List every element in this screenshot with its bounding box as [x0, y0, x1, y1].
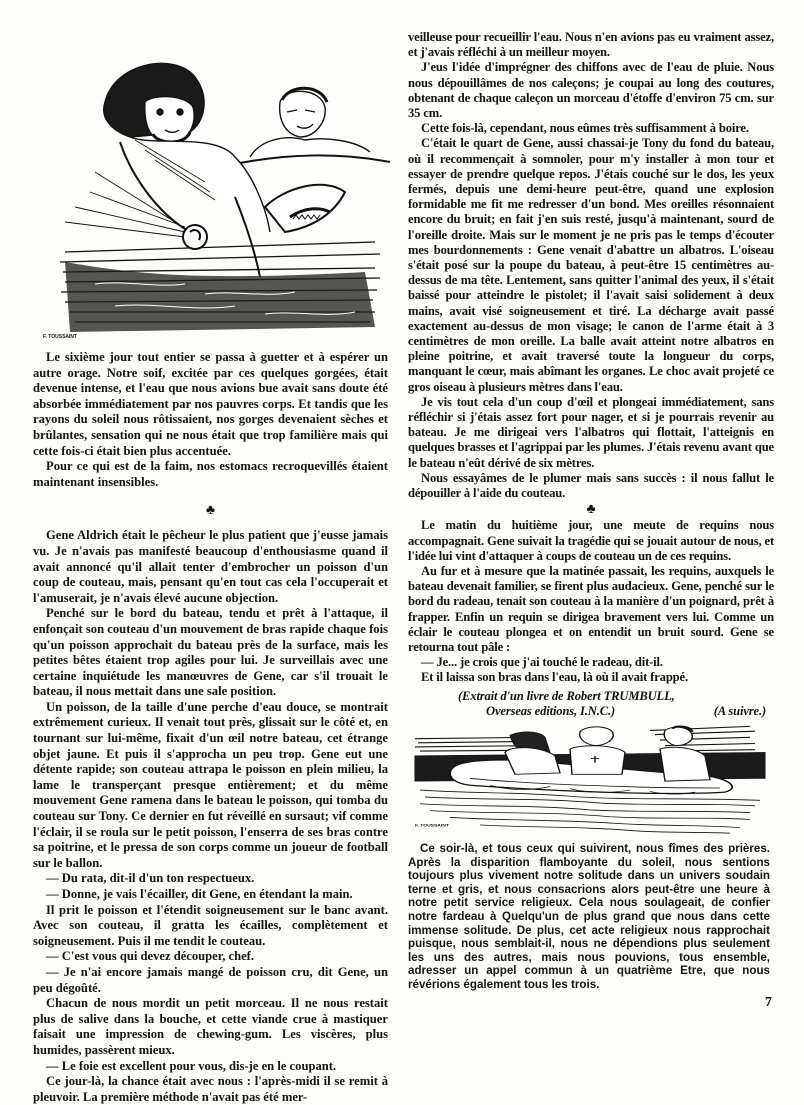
paragraph: Je vis tout cela d'un coup d'œil et plongeai immédiatement, sans réfléchir si j'étais assez fort pour nager, et si je pourrais revenir au bateau. Je me dirigeai vers l'albatros qui flottait, l'atteignis en quelques brasses et l'agrippai par les plumes. J'étais revenu avant que le bateau n'eût dérivé de six mètres. — [408, 394, 774, 470]
paragraph: Un poisson, de la taille d'une perche d'eau douce, se montrait extrêmement curieux. Il venait tout près, glissait sur le côté et, en tournant sur lui-même, fixait d'un œil notre bateau, cet étrange objet jaune. Et puis il s'approcha un peu trop. Gene eut une détente rapide; son couteau attrapa le poisson en plein milieu, la lame le transperçant presque entièrement; et du même mouvement Gene ramena dans le bateau le poisson, qui tomba du couteau sur Tony. Ce dernier en fut réveillé en sursaut; vif comme l'éclair, il se roula sur le petit poisson, l'enserra de ses bras contre sa poitrine, et le pressa de son corps comme un joueur de football sur le ballon. — [33, 699, 388, 870]
artist-signature: F. TOUSSAINT — [415, 823, 449, 828]
dialogue-line: — Donne, je vais l'écailler, dit Gene, en étendant la main. — [46, 887, 353, 901]
shark-attack-drawing — [35, 22, 400, 340]
paragraph: C'était le quart de Gene, aussi chassai-je Tony du fond du bateau, où il recommençait à somnoler, pour m'y installer à mon tour et essayer de prendre quelque repos. J'étais couché sur le dos, les yeux fermés, depuis une demi-heure peut-être, quand une explosion formidable me fit me redresser d'un bond. Mes oreilles résonnaient encore du bruit; en fait j'en suis resté, jusqu'à maintenant, sourd de l'oreille droite. Mais sur le moment je ne pris pas le temps d'écouter mes bourdonnements : Gene venait d'abattre un albatros. L'oiseau s'était posé sur la poupe du bateau, à peut-être 15 centimètres au-dessus de ma tête. Lentement, sans quitter l'animal des yeux, il s'était baissé pour atteindre le pistolet; il l'avait saisi solidement à deux mains, avait visé soigneusement et tiré. La décharge avait passé exactement au-dessus de mon visage; le canon de l'arme était à 3 centimètres de mon oreille. La balle avait atteint notre albatros en pleine poitrine, et avait traversé toute la longueur du corps, manquant le cœur, mais abîmant les organes. Le choc avait projeté ce gros oiseau à plusieurs mètres dans l'eau. — [408, 136, 774, 394]
paragraph: Gene Aldrich était le pêcheur le plus patient que j'eusse jamais vu. Je n'avais pas manifesté beaucoup d'enthousiasme quand il avait annoncé qu'il allait tenter d'embrocher un poisson d'un coup de couteau, mais, pensant qu'en tout cas cela l'occuperait et l'amuserait, je n'avais élevé aucune objection. — [33, 528, 388, 605]
source-credit — [408, 689, 774, 719]
to-be-continued: (A suivre.) — [713, 703, 766, 718]
section-separator-icon: ♣ — [205, 503, 216, 519]
paragraph: Pour ce qui est de la faim, nos estomacs recroquevillés étaient maintenant insensibles. — [33, 459, 388, 489]
illustration-caption — [408, 842, 770, 992]
right-column — [408, 30, 774, 719]
paragraph: J'eus l'idée d'imprégner des chiffons avec de l'eau de pluie. Nous nous dépouillâmes de nos caleçons; je coupai au long des coutures, obtenant de chaque caleçon un morceau d'étoffe d'environ 75 cm. sur 35 cm. — [408, 60, 774, 121]
dialogue-line: — Je... je crois que j'ai touché le radeau, dit-il. — [421, 655, 663, 670]
dialogue-line: — Le foie est excellent pour vous, dis-je en le coupant. — [46, 1058, 337, 1073]
paragraph: Le matin du huitième jour, une meute de requins nous accompagnait. Gene suivait la tragédie qui se jouait autour de nous, et l'idée lui vint d'attaquer à coups de couteau un de ces requins. — [408, 518, 774, 563]
paragraph: Nous essayâmes de le plumer mais sans succès : il nous fallut le dépouiller à l'aide du couteau. — [408, 470, 774, 501]
dialogue-line: — Du rata, dit-il d'un ton respectueux. — [46, 871, 255, 886]
dialogue-line: — Je n'ai encore jamais mangé de poisson cru, dit Gene, un peu dégoûté. — [33, 964, 388, 995]
paragraph: Penché sur le bord du bateau, tendu et prêt à l'attaque, il enfonçait son couteau d'un mouvement de bras rapide chaque fois qu'un poisson approchait du bateau près de la surface, mais les petites bêtes étaient trop agiles pour lui. Je surveillais avec une certaine inquiétude les manœuvres de Gene, car s'il trouait le bateau, il nous mettait dans une sale position. — [33, 606, 388, 699]
section-separator-icon: ♣ — [586, 502, 596, 518]
caption-text: Ce soir-là, et tous ceux qui suivirent, nous fîmes des prières. Après la disparition flamboyante du soleil, nous sentions toujours plus vivement notre solitude dans un univers soudain terne et gris, et nous consacrions alors peut-être une heure à notre petit service religieux. Cela nous soulageait, de confier notre fardeau à Quelqu'un de plus grand que nous dans cette immense solitude. De plus, cet acte religieux nous rapprochait puisque, nous semblait-il, nous ne dépendions plus seulement les uns des autres, mais nous pouvions, tous ensemble, adresser un appel commun à un quatrième Etre, que nous révérions également tous les trois. — [408, 842, 770, 991]
credit-line-publisher: Overseas editions, I.N.C.) — [486, 703, 616, 718]
paragraph: Au fur et à mesure que la matinée passait, les requins, auxquels le bateau devenait familier, se firent plus audacieux. Gene, penché sur le bord du radeau, tenait son couteau à la manière d'un poignard, prêt à frapper. Enfin un requin se dirigea bravement vers lui. Comme un éclair le couteau plongea et on entendit un bruit sourd. Gene se retourna tout pâle : — [408, 563, 774, 654]
paragraph: Ce jour-là, la chance était avec nous : l'après-midi il se remit à pleuvoir. La première méthode n'avait pas été mer- — [33, 1074, 388, 1104]
left-column — [33, 350, 388, 1105]
paragraph: Il prit le poisson et l'étendit soigneusement sur le banc avant. Avec son couteau, il gratta les écailles, complètement et soigneusement. Puis il me tendit le couteau. — [33, 902, 388, 948]
shark-attack-illustration — [35, 22, 400, 340]
dialogue-line: — C'est vous qui devez découper, chef. — [46, 949, 255, 964]
paragraph: Et il laissa son bras dans l'eau, là où il avait frappé. — [421, 670, 688, 685]
artist-signature: F. TOUSSAINT — [43, 334, 78, 340]
paragraph: veilleuse pour recueillir l'eau. Nous n'en avions pas eu vraiment assez, et j'avais réfléchi à un meilleur moyen. — [408, 30, 774, 60]
credit-line-book: (Extrait d'un livre de Robert TRUMBULL, — [458, 688, 675, 703]
prayer-raft-illustration — [410, 725, 770, 838]
credit-row — [408, 704, 774, 719]
prayer-raft-drawing — [410, 725, 770, 838]
paragraph: Le sixième jour tout entier se passa à guetter et à espérer un autre orage. Notre soif, excitée par ces quelques gorgées, était devenue intense, et l'eau que nous avions bue avait sans doute été absorbée immédiatement par nos pauvres corps. Et tandis que les rayons du soleil nous rôtissaient, nos gorges devenaient sèches et brûlantes, sensation qui ne nous était que trop familière mais qui cette fois-ci était bien plus accentuée. — [33, 350, 388, 458]
paragraph: Chacun de nous mordit un petit morceau. Il ne nous restait plus de salive dans la bouche, et cette viande crue à mastiquer faisait une impression de chewing-gum. Les viscères, plus humides, passèrent mieux. — [33, 996, 388, 1057]
page-number: 7 — [765, 995, 772, 1010]
paragraph: Cette fois-là, cependant, nous eûmes très suffisamment à boire. — [421, 121, 749, 136]
